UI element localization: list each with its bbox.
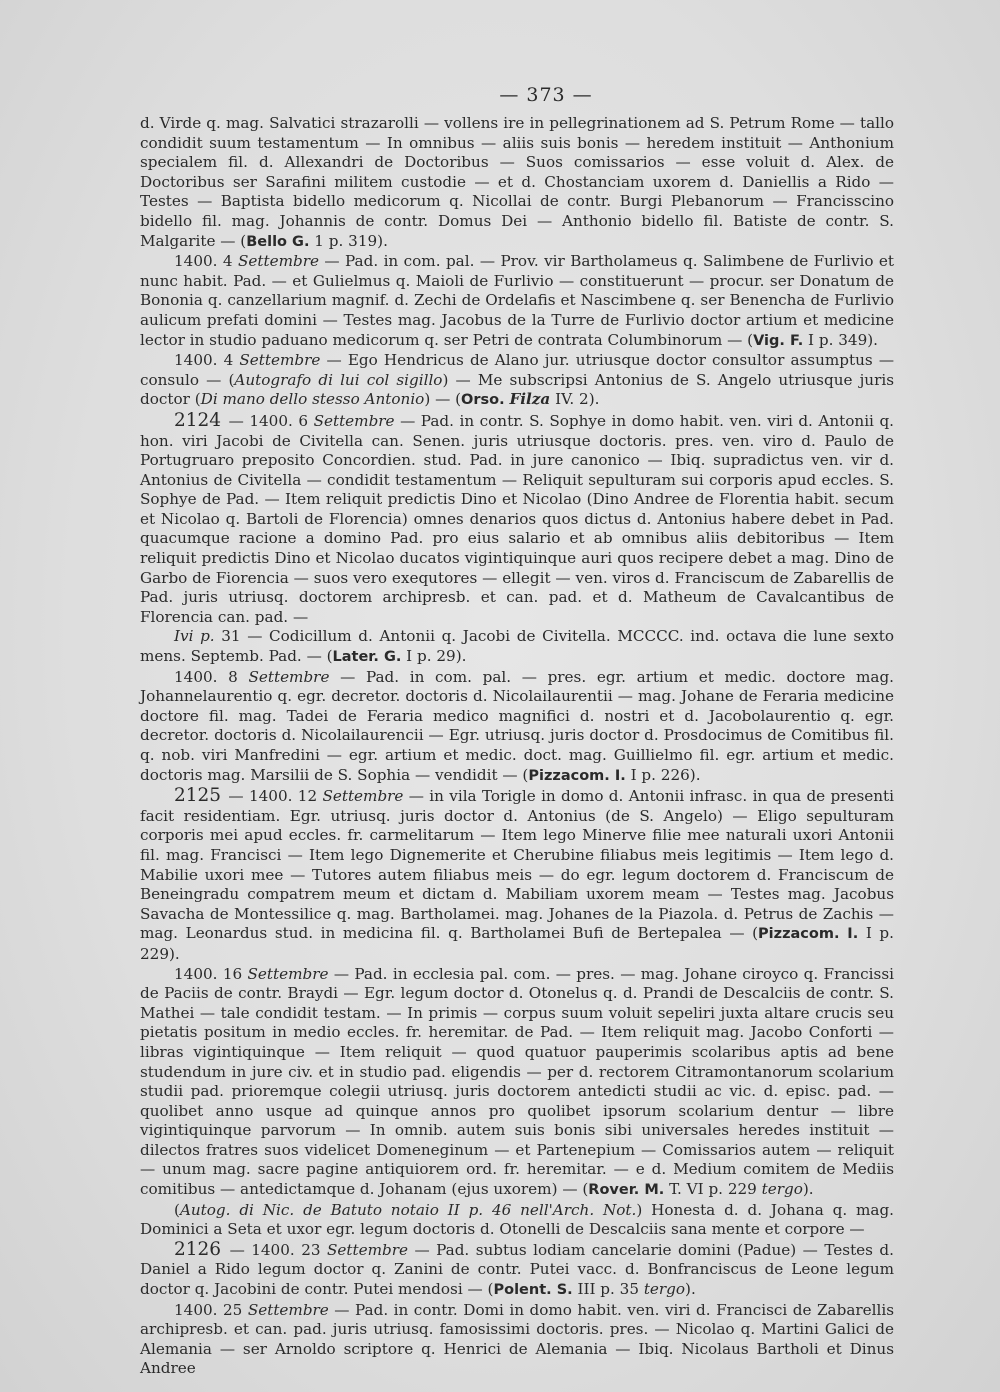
source-citation: Bello G. (246, 233, 310, 250)
text-run: I p. 29). (401, 647, 467, 666)
text-run: — Pad. subtus lodiam cancelarie domini (Padue) — Testes d. Daniel a Rido legum doctor q. Zanini de contr. Putei vacc. d. Bonfranciscus de Leone legum doctor q. Jacobini de contr. Putei mendosi — ( (140, 1240, 894, 1299)
paragraph (140, 114, 894, 252)
paragraph (140, 668, 894, 787)
text-run: 1 p. 319). (309, 231, 388, 250)
text-run: ). (802, 1180, 814, 1199)
text-run: ). (685, 1280, 696, 1299)
text-run: — in vila Torigle in domo d. Antonii infrasc. in qua de presenti facit residentiam. Egr. utriusq. juris doctor d. Antonius (de S. Angelo) — Eligo sepulturam corporis mei apud eccles. fr. carmelitarum — Item lego Minerve filie mee naturali uxori Antonii fil. mag. Francisci — Item lego Dignemerite et Cherubine filiabus meis legitimis — Item lego d. Mabilie uxori mee — Tutores autem filiabus meis — do egr. legum doctorem d. Franciscum de Beneingradu compatrem meum et dictam d. Mabiliam uxorem meam — Testes mag. Jacobus Savacha de Montessilice q. mag. Bartholamei. mag. Johanes de la Piazola. d. Petrus de Zachis — mag. Leonardus stud. in medicina fil. q. Bartholamei Bufi de Bertepalea — ( (140, 787, 894, 943)
entry-number: 2126 (174, 1238, 222, 1260)
italic-text: tergo (761, 1180, 803, 1199)
italic-text: Ivi p. (174, 627, 215, 646)
text-run: III p. 35 (572, 1280, 644, 1299)
text-run: 1400. 25 (174, 1300, 248, 1319)
italic-text: Filza (509, 390, 551, 409)
text-run: I p. 226). (625, 765, 701, 784)
document-body (140, 114, 894, 1379)
text-run: — 1400. 23 (223, 1240, 327, 1259)
text-run: 1400. 4 (174, 252, 238, 271)
paragraph (140, 411, 894, 628)
italic-text: Autog. di Nic. de Batuto notaio II p. 46 nell'Arch. Not. (179, 1200, 637, 1219)
source-citation: Later. G. (332, 649, 402, 666)
source-citation: Pizzacom. I. (758, 926, 859, 943)
text-run: — Ego Hendricus de Alano jur. utriusque doctor consultor assumptus — consulo — ( (140, 351, 895, 389)
italic-text: Settembre (238, 252, 319, 271)
text-run: — Pad. in com. pal. — Prov. vir Bartholameus q. Salimbene de Furlivio et nunc habit. Pad. — et Gulielmus q. Maioli de Furlivio — constituerunt — procur. ser Donatum de Bononia q. canzellarium magnif. d. Zechi de Ordelafis et Nascimbene q. ser Benencha de Furlivio aulicum prefati domini — Testes mag. Jacobus de la Turre de Furlivio doctor artium et medicine lector in studio paduano medicorum q. ser Petri de contrata Columbinorum — ( (140, 252, 895, 349)
text-run: — 1400. 12 (223, 787, 323, 806)
paragraph (140, 252, 894, 351)
text-run: — Pad. in contr. S. Sophye in domo habit. ven. viri d. Antonii q. hon. viri Jacobi de Civitella can. Senen. juris utriusque doctoris. pres. ven. viro d. Paulo de Portugruaro preposito Concordien. stud. Pad. in jure canonico — Ibiq. supradictus ven. vir d. Antonius de Civitella — condidit testamentum — Reliquit sepulturam sui corporis apud eccles. S. Sophye de Pad. — Item reliquit predictis Dino et Nicolao (Dino Andree de Florentia habit. secum et Nicolao q. Bartoli de Florencia) omnes denarios quos dictus d. Antonius habere debet in Pad. quacumque racione a domino Pad. pro eius salario et ab omnibus aliis debitoribus — Item reliquit predictis Dino et Nicolao ducatos vigintiquinque auri quos recipere debet a mag. Dino de Garbo de Fiorencia — suos vero exequtores — ellegit — ven. viros d. Franciscum de Zabarellis de Pad. juris utriusq. doctorem archipresb. et can. pad. et d. Matheum de Cavalcantibus de Florencia can. pad. — (140, 411, 894, 626)
paragraph (140, 786, 894, 964)
italic-text: Settembre (239, 351, 321, 370)
italic-text: Autografo di lui col sigillo (234, 370, 443, 389)
text-run: ) — ( (424, 390, 462, 409)
text-run: IV. 2). (550, 390, 600, 409)
paragraph (140, 1240, 894, 1301)
italic-text: Settembre (248, 667, 330, 686)
paragraph (140, 1201, 894, 1240)
page-number: — 373 — (499, 84, 593, 106)
italic-text: Di mano dello stesso Antonio (200, 390, 425, 409)
text-run: 1400. 16 (174, 964, 248, 983)
source-citation: Vig. F. (753, 332, 804, 349)
paragraph (140, 965, 894, 1201)
italic-text: Settembre (247, 964, 329, 983)
paragraph (140, 1301, 894, 1379)
italic-text: Settembre (322, 787, 404, 806)
entry-number: 2125 (174, 785, 222, 807)
text-run: 1400. 4 (174, 351, 240, 370)
italic-text: Settembre (313, 411, 395, 430)
text-run: T. VI p. 229 (664, 1180, 762, 1199)
text-run: — Pad. in ecclesia pal. com. — pres. — mag. Johane ciroyco q. Francissi de Paciis de contr. Braydi — Egr. legum doctor d. Otonelus q. d. Prandi de Descalciis de contr. S. Mathei — tale condidit testam. — In primis — corpus suum voluit sepeliri juxta altare crucis seu pietatis positum in medio eccles. fr. heremitar. de Pad. — Item reliquit mag. Jacobo Conforti — libras vigintiquinque — Item reliquit — quod quatuor pauperimis scolaribus aptis ad bene studendum in jure civ. et in studio pad. eligendis — per d. rectorem Citramontanorum scolarium studii pad. prioremque colegii utriusq. juris doctorem antedicti studii ac vic. d. episc. pad. — quolibet anno usque ad quinque annos pro quolibet ipsorum scolarium dentur — libre vigintiquinque parvorum — In omnib. autem suis bonis sibi universales heredes instituit — dilectos fratres suos videlicet Domeneginum — et Partenepium — Comissarios autem — reliquit — unum mag. sacre pagine antiquiorem ord. fr. heremitar. — e d. Medium comitem de Mediis comitibus — antedictamque d. Johanam (ejus uxorem) — ( (140, 964, 894, 1199)
paragraph (140, 351, 894, 411)
source-citation: Rover. M. (588, 1182, 665, 1199)
text-run: I p. 229). (140, 924, 894, 963)
italic-text: Settembre (327, 1240, 408, 1259)
text-run: — 1400. 6 (223, 411, 314, 430)
entry-number: 2124 (174, 409, 222, 431)
text-run: ( (174, 1200, 180, 1219)
source-citation: Orso. (461, 392, 505, 409)
text-run: — Pad. in com. pal. — pres. egr. artium et medic. doctore mag. Johannelaurentio q. egr. decretor. doctoris d. Nicolailaurentii — mag. Johane de Feraria medicine doctore fil. mag. Tadei de Feraria medico magnifici d. nostri et d. Jacobolaurentio q. egr. decretor. doctoris d. Nicolailaurencii — Egr. utriusq. juris doctor d. Prosdocimus de Comitibus fil. q. nob. viri Manfredini — egr. artium et medic. doct. mag. Guillielmo fil. egr. artium et medic. doctoris mag. Marsilii de S. Sophia — vendidit — ( (140, 667, 894, 784)
source-citation: Polent. S. (493, 1282, 573, 1299)
italic-text: tergo (643, 1280, 686, 1299)
text-run: 31 — Codicillum d. Antonii q. Jacobi de Civitella. MCCCC. ind. octava die lune sexto mens. Septemb. Pad. — ( (140, 627, 894, 666)
text-run: — Pad. in contr. Domi in domo habit. ven. viri d. Francisci de Zabarellis archipresb. et can. pad. juris utriusq. famosissimi doctoris. pres. — Nicolao q. Martini Galici de Alemania — ser Arnoldo scriptore q. Henrici de Alemania — Ibiq. Nicolaus Bartholi et Dinus Andree (140, 1300, 894, 1378)
source-citation: Pizzacom. I. (528, 767, 626, 784)
text-run: ) Honesta d. d. Johana q. mag. Dominici a Seta et uxor egr. legum doctoris d. Otonelli de Descalciis sana mente et corpore — (140, 1200, 895, 1239)
text-run: ) — Me subscripsi Antonius de S. Angelo utriusque juris doctor ( (140, 370, 895, 409)
text-run: I p. 349). (803, 330, 879, 349)
paragraph (140, 627, 894, 667)
text-run: d. Virde q. mag. Salvatici strazarolli — vollens ire in pellegrinationem ad S. Petrum Rome — tallo condidit suum testamentum — In omnibus — aliis suis bonis — heredem instituit — Anthonium specialem fil. d. Allexandri de Doctoribus — Suos comissarios — esse voluit d. Alex. de Doctoribus ser Sarafini militem custodie — et d. Chostanciam uxorem d. Daniellis a Rido — Testes — Baptista bidello medicorum q. Nicollai de contr. Burgi Plebanorum — Francisscino bidello fil. mag. Johannis de contr. Domus Dei — Anthonio bidello fil. Batiste de contr. S. Malgarite — ( (140, 114, 894, 250)
text-run: 1400. 8 (174, 667, 249, 686)
italic-text: Settembre (247, 1300, 329, 1319)
